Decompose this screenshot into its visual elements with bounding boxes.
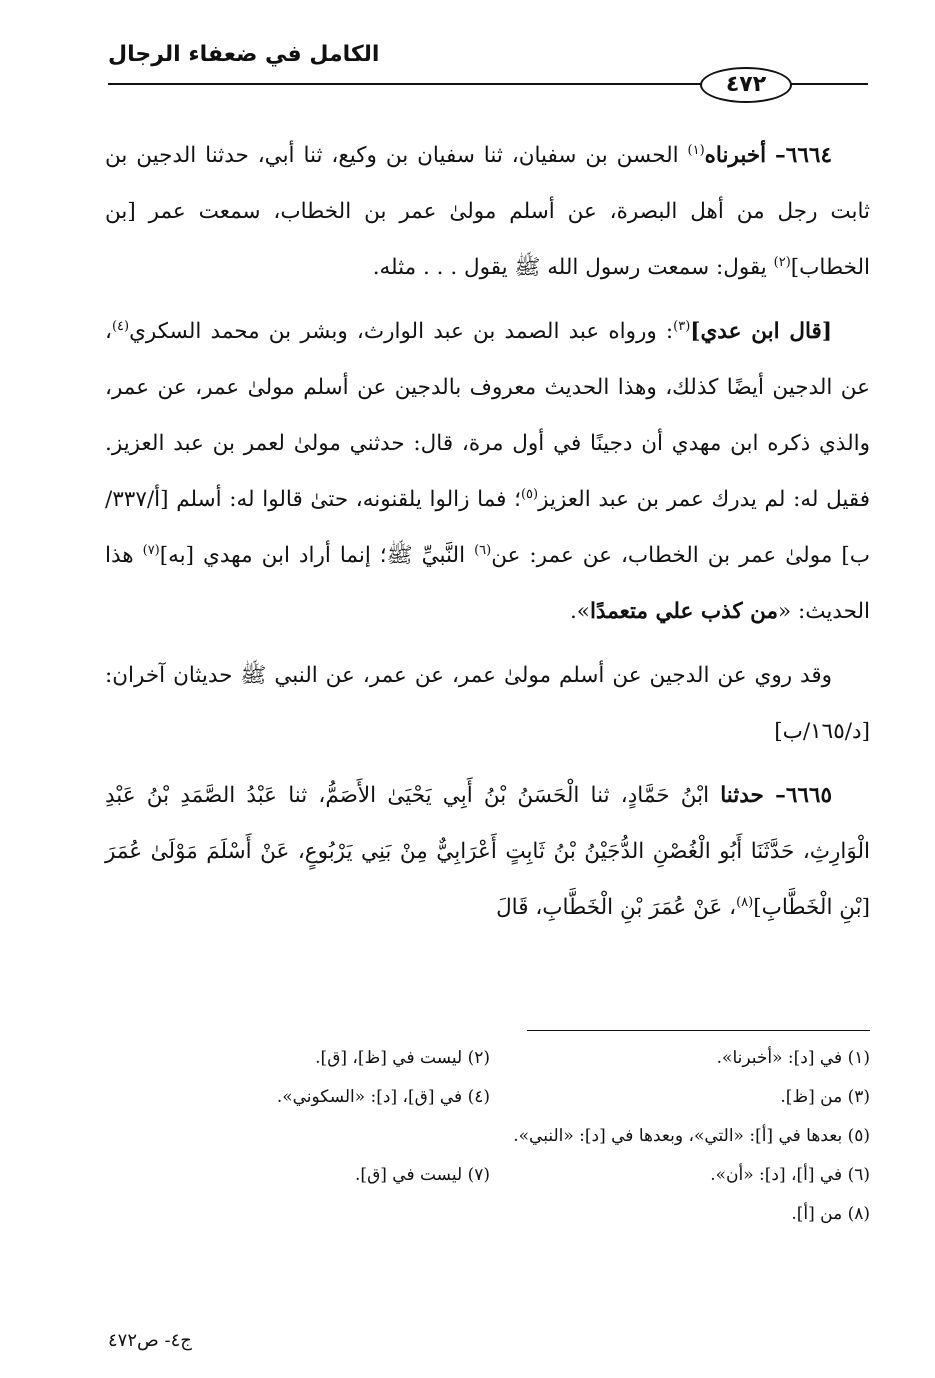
footnote-row xyxy=(105,1116,870,1155)
footnote-2 xyxy=(110,1042,490,1074)
footnote-text: من [ظ]. xyxy=(780,1086,843,1107)
hadith-text: يقول: سمعت رسول الله ﷺ يقول . . . مثله. xyxy=(372,255,774,280)
commentary-text: ؛ فما زالوا يلقنونه، حتىٰ قالوا له: أسلم [أ/٣٣٧/ب] مولىٰ عمر بن الخطاب، عن عمر: عن xyxy=(105,487,871,568)
footnote-ref: (٤) xyxy=(111,318,130,334)
footnote-number: (١) xyxy=(847,1047,870,1068)
hadith-text: ، عَنْ عُمَرَ بْنِ الْخَطَّابِ، قَالَ xyxy=(496,895,737,920)
chain-keyword: أخبرناه xyxy=(704,143,767,168)
note-paragraph: وقد روي عن الدجين عن أسلم مولىٰ عمر، عن عمر، عن النبي ﷺ حديثان آخران: [د/١٦٥/ب] xyxy=(105,663,870,744)
footnote-number: (٦) xyxy=(847,1164,870,1185)
footnote-text: ليست في [ظ]، [ق]. xyxy=(315,1047,463,1068)
footnote-number: (٤) xyxy=(467,1086,490,1107)
volume-page-ref: ج٤- ص٤٧٢ xyxy=(108,1330,192,1351)
hadith-text: ابْنُ حَمَّادٍ، ثنا الْحَسَنُ بْنُ أَبِي يَحْيَىٰ الأَصَمُّ، ثنا عَبْدُ الصَّمَدِ بْنُ عَبْدِ الْوَارِثِ، حَدَّثَنَا أَبُو الْغُصْنِ الدُّجَيْنُ بْنُ ثَابِتٍ أَعْرَابِيٌّ مِنْ بَنِي يَرْبُوعٍ، عَنْ أَسْلَمَ مَوْلَىٰ عُمَرَ [بْنِ الْخَطَّابِ] xyxy=(105,783,870,920)
footnote-row xyxy=(105,1077,870,1116)
commentary-text: ، عن الدجين أيضًا كذلك، وهذا الحديث معروف بالدجين عن أسلم مولىٰ عمر، عن عمر، والذي ذكره ابن مهدي أن دجينًا في أول مرة، قال: حدثني مولىٰ لعمر بن عبد العزيز. فقيل له: لم يدرك عمر بن عبد العزيز xyxy=(105,319,871,512)
commentary-text: : ورواه عبد الصمد بن عبد الوارث، وبشر بن محمد السكري xyxy=(129,319,674,344)
footnote-7 xyxy=(110,1159,490,1191)
commentary-paragraph xyxy=(105,304,870,640)
footnote-3 xyxy=(490,1081,870,1113)
footnote-text: في [أ]، [د]: «أن». xyxy=(710,1164,843,1185)
footnote-6 xyxy=(490,1159,870,1191)
footnote-text: ليست في [ق]. xyxy=(355,1164,463,1185)
footnote-text: في [ق]، [د]: «السكوني». xyxy=(276,1086,463,1107)
footnote-number: (٥) xyxy=(847,1125,870,1146)
chain-keyword: حدثنا xyxy=(720,783,764,808)
hadith-number: ٦٦٦٤– xyxy=(775,143,832,168)
footnote-number: (٨) xyxy=(847,1203,870,1224)
footnote-ref: (٧) xyxy=(142,542,160,558)
page-number-badge xyxy=(700,67,792,103)
book-title: الكامل في ضعفاء الرجال xyxy=(108,42,380,67)
footnote-ref: (٥) xyxy=(520,486,539,502)
footnote-number: (٧) xyxy=(467,1164,490,1185)
footnote-text: بعدها في [أ]: «التي»، وبعدها في [د]: «النبي». xyxy=(513,1125,843,1146)
quoted-hadith: من كذب علي متعمدًا xyxy=(589,599,778,624)
page-number: ٤٧٢ xyxy=(725,72,767,97)
footnote-ref: (١) xyxy=(687,142,705,158)
commentary-text: هذا الحديث: « xyxy=(105,543,870,624)
footnote-5 xyxy=(105,1120,870,1152)
footnote-number: (٣) xyxy=(847,1086,870,1107)
footnote-ref: (٦) xyxy=(474,542,492,558)
footnote-4 xyxy=(110,1081,490,1113)
footnote-ref: (٣) xyxy=(673,318,691,334)
hadith-number: ٦٦٦٥– xyxy=(775,783,833,808)
footnote-8 xyxy=(105,1198,870,1230)
footnote-number: (٢) xyxy=(467,1047,490,1068)
commentary-text: ». xyxy=(569,599,590,624)
hadith-6665 xyxy=(105,768,870,936)
hadith-text: الحسن بن سفيان، ثنا سفيان بن وكيع، ثنا أبي، حدثنا الدجين بن ثابت رجل من أهل البصرة، عن أسلم مولىٰ عمر بن الخطاب، سمعت عمر [بن الخطاب] xyxy=(105,143,870,280)
footnote-row xyxy=(105,1038,870,1077)
footnote-row xyxy=(105,1155,870,1194)
footnote-row xyxy=(105,1194,870,1233)
footnote-text: من [أ]. xyxy=(791,1203,843,1224)
main-text xyxy=(105,128,870,936)
footnote-separator xyxy=(527,1030,870,1031)
commentary-text: النَّبيِّ ﷺ؛ إنما أراد ابن مهدي [به] xyxy=(159,543,475,568)
footnote-1 xyxy=(490,1042,870,1074)
hadith-6664 xyxy=(105,128,870,296)
commentary-lead: [قال ابن عدي] xyxy=(690,319,832,344)
footnotes xyxy=(105,1038,870,1233)
footnote-ref: (٢) xyxy=(773,254,791,270)
footnote-text: في [د]: «أخبرنا». xyxy=(716,1047,843,1068)
footnote-ref: (٨) xyxy=(736,894,754,910)
